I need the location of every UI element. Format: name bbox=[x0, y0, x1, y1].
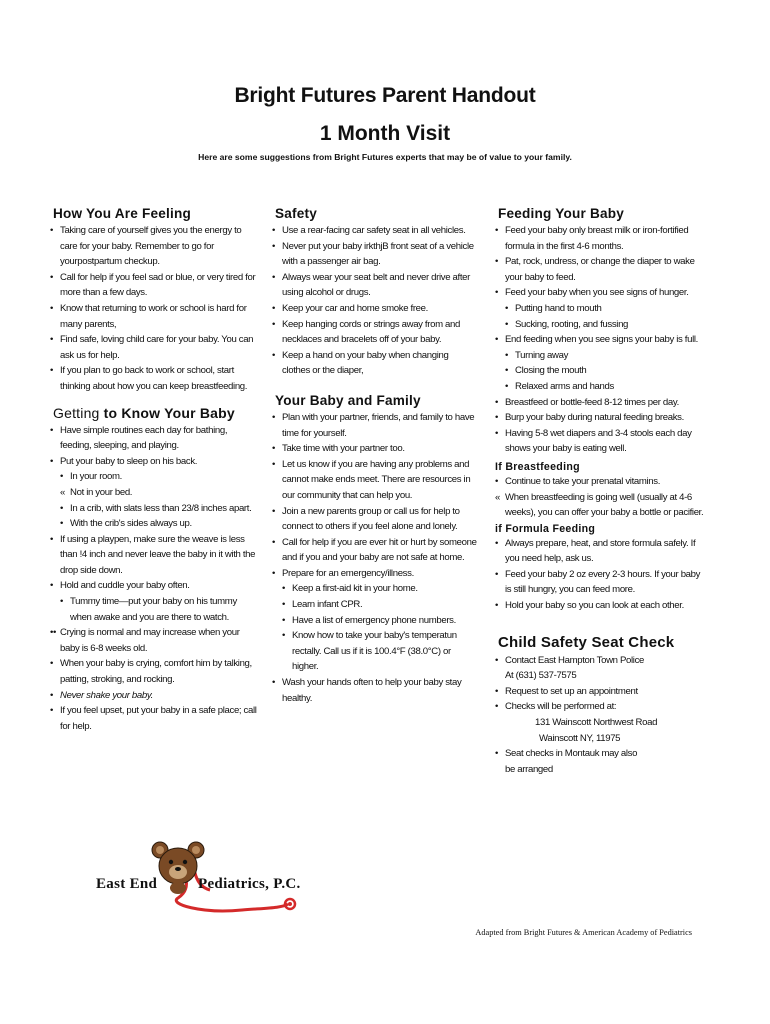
list-item-text: Always wear your seat belt and never drive after using alcohol or drugs. bbox=[282, 271, 470, 299]
bullet: •• bbox=[50, 627, 57, 639]
list-item-text: Let us know if you are having any problems and cannot make ends meet. There are resources in our community that can help you. bbox=[282, 458, 471, 501]
list-item bbox=[495, 567, 705, 598]
list-item bbox=[50, 454, 260, 470]
list-item bbox=[50, 485, 260, 501]
know-baby-heading-b: to Know Your Baby bbox=[103, 404, 235, 421]
bullet: • bbox=[505, 380, 509, 392]
list-item-text: Put your baby to sleep on his back. bbox=[60, 455, 198, 467]
list-item-text: Not in your bed. bbox=[70, 486, 133, 498]
bullet: • bbox=[50, 533, 54, 545]
list-item-text: Sucking, rooting, and fussing bbox=[515, 318, 629, 330]
list-item-text: Having 5-8 wet diapers and 3-4 stools each day shows your baby is eating well. bbox=[505, 427, 692, 455]
list-item bbox=[495, 684, 705, 700]
list-item bbox=[50, 332, 260, 363]
list-item bbox=[50, 703, 260, 734]
breastfeeding-list bbox=[495, 474, 705, 521]
list-item-text: Wash your hands often to help your baby stay healthy. bbox=[282, 677, 462, 704]
list-item bbox=[50, 578, 260, 594]
list-item bbox=[495, 731, 705, 747]
bullet: • bbox=[272, 225, 276, 236]
list-item bbox=[495, 426, 705, 457]
bullet: • bbox=[282, 614, 286, 626]
list-item-text: Never shake your baby. bbox=[60, 689, 153, 701]
list-item-text: Join a new parents group or call us for help to connect to others if you feel alone and lonely. bbox=[282, 505, 460, 533]
feeding-list bbox=[495, 223, 705, 457]
list-item bbox=[50, 656, 260, 687]
list-item bbox=[272, 566, 478, 582]
list-item bbox=[50, 423, 260, 454]
list-item bbox=[50, 301, 260, 332]
breastfeeding-heading: If Breastfeeding bbox=[495, 460, 580, 473]
bullet: • bbox=[505, 302, 509, 314]
list-item-text: If using a playpen, make sure the weave is less than !4 inch and never leave the baby in it with the drop side down. bbox=[60, 533, 256, 576]
bullet: • bbox=[50, 225, 54, 236]
bullet: • bbox=[495, 685, 499, 697]
bullet: • bbox=[495, 412, 499, 424]
list-item-text: Pat, rock, undress, or change the diaper to wake your baby to feed. bbox=[505, 256, 695, 283]
list-item bbox=[495, 332, 705, 348]
list-item bbox=[495, 223, 705, 254]
list-item bbox=[50, 532, 260, 579]
list-item-text: Continue to take your prenatal vitamins. bbox=[505, 475, 661, 487]
list-item bbox=[272, 441, 478, 457]
bullet: • bbox=[60, 471, 64, 483]
list-item-text: Call for help if you are ever hit or hurt by someone and if you and your baby are not safe at home. bbox=[282, 536, 477, 564]
list-item bbox=[495, 746, 705, 762]
list-item bbox=[495, 301, 705, 317]
bullet: • bbox=[505, 349, 509, 361]
bullet: • bbox=[50, 705, 54, 717]
bullet: • bbox=[495, 256, 499, 268]
list-item-text: Feed your baby 2 oz every 2-3 hours. If your baby is still hungry, you can feed more. bbox=[505, 568, 701, 596]
list-item bbox=[272, 301, 478, 317]
safety-list bbox=[272, 223, 478, 379]
bullet: • bbox=[495, 748, 499, 760]
list-item bbox=[272, 348, 478, 379]
bullet: • bbox=[50, 365, 54, 377]
list-item bbox=[272, 239, 478, 270]
list-item bbox=[272, 410, 478, 441]
list-item-text: Feed your baby only breast milk or iron-fortified formula in the first 4-6 months. bbox=[505, 225, 689, 252]
list-item-text: Breastfeed or bottle-feed 8-12 times per day. bbox=[505, 396, 679, 408]
list-item-text: Take time with your partner too. bbox=[282, 443, 405, 455]
list-item bbox=[495, 490, 705, 521]
column-middle bbox=[272, 206, 478, 706]
bullet: • bbox=[495, 654, 499, 666]
bullet: • bbox=[505, 365, 509, 377]
bullet: « bbox=[495, 491, 500, 503]
feeling-list bbox=[50, 223, 260, 395]
bullet: • bbox=[495, 475, 499, 487]
intro-text: Here are some suggestions from Bright Futures experts that may be of value to your family. bbox=[198, 152, 572, 162]
list-item-text: Call for help if you feel sad or blue, or very tired for more than a few days. bbox=[60, 271, 256, 299]
bullet: • bbox=[50, 302, 54, 314]
family-heading: Your Baby and Family bbox=[275, 392, 421, 408]
list-item bbox=[495, 285, 705, 301]
bullet: • bbox=[495, 334, 499, 346]
bullet: • bbox=[272, 677, 276, 689]
list-item bbox=[495, 715, 705, 731]
list-item-text: Tummy time—put your baby on his tummy when awake and you are there to watch. bbox=[70, 596, 237, 623]
list-item bbox=[495, 668, 705, 684]
list-item bbox=[272, 457, 478, 504]
list-item-text: Hold your baby so you can look at each other. bbox=[505, 600, 684, 612]
logo-text-left: East End bbox=[96, 876, 158, 892]
list-item-text: Keep a first-aid kit in your home. bbox=[292, 583, 418, 595]
bullet: • bbox=[50, 689, 54, 701]
list-item-text: Always prepare, heat, and store formula safely. If you need help, ask us. bbox=[505, 537, 696, 565]
list-item-text: Request to set up an appointment bbox=[505, 685, 638, 697]
bullet: • bbox=[272, 318, 276, 330]
list-item-text: Keep a hand on your baby when changing clothes or the diaper, bbox=[282, 349, 449, 377]
list-item-text: Putting hand to mouth bbox=[515, 302, 602, 314]
list-item-text: Feed your baby when you see signs of hunger. bbox=[505, 287, 689, 299]
list-item bbox=[50, 223, 260, 270]
list-item-text: Keep your car and home smoke free. bbox=[282, 302, 428, 314]
list-item bbox=[495, 699, 705, 715]
list-item bbox=[272, 628, 478, 675]
list-item-text: Learn infant CPR. bbox=[292, 599, 363, 611]
bullet: • bbox=[495, 427, 499, 439]
list-item-text: 131 Wainscott Northwest Road bbox=[535, 717, 658, 729]
bullet: • bbox=[495, 537, 499, 549]
list-item-text: If you feel upset, put your baby in a safe place; call for help. bbox=[60, 705, 257, 732]
list-item-text: Plan with your partner, friends, and family to have time for yourself. bbox=[282, 411, 475, 439]
list-item bbox=[272, 675, 478, 706]
list-item-text: Burp your baby during natural feeding breaks. bbox=[505, 412, 684, 424]
bullet: • bbox=[272, 536, 276, 548]
list-item-text: Wainscott NY, 11975 bbox=[539, 732, 621, 744]
list-item-text: Have a list of emergency phone numbers. bbox=[292, 614, 456, 626]
bullet: • bbox=[495, 287, 499, 299]
seat-check-heading: Child Safety Seat Check bbox=[498, 633, 675, 651]
list-item bbox=[495, 395, 705, 411]
list-item bbox=[272, 504, 478, 535]
footer-credit: Adapted from Bright Futures & American Academy of Pediatrics bbox=[475, 928, 692, 937]
list-item bbox=[50, 688, 260, 704]
list-item-text: Seat checks in Montauk may also bbox=[505, 748, 638, 760]
bullet: • bbox=[495, 701, 499, 713]
list-item bbox=[495, 317, 705, 333]
list-item-text: Keep hanging cords or strings away from and necklaces and bracelets off of your baby. bbox=[282, 318, 460, 346]
list-item-text: Know how to take your baby's temperatun rectally. Call us if it is 100.4°F (38.0°C) or higher. bbox=[292, 630, 457, 673]
list-item-text: Use a rear-facing car safety seat in all vehicles. bbox=[282, 225, 466, 236]
list-item bbox=[495, 379, 705, 395]
list-item bbox=[495, 653, 705, 669]
bullet: • bbox=[272, 349, 276, 361]
list-item-text: Prepare for an emergency/illness. bbox=[282, 567, 414, 579]
list-item bbox=[272, 535, 478, 566]
bullet: • bbox=[50, 271, 54, 283]
list-item bbox=[50, 363, 260, 394]
seat-check-list bbox=[495, 653, 705, 778]
list-item bbox=[495, 474, 705, 490]
bullet: • bbox=[50, 658, 54, 670]
list-item bbox=[272, 613, 478, 629]
bullet: • bbox=[495, 225, 499, 236]
bullet: • bbox=[272, 443, 276, 455]
page-title: Bright Futures Parent Handout bbox=[234, 84, 536, 107]
column-left bbox=[50, 206, 260, 734]
column-right bbox=[495, 206, 705, 777]
list-item bbox=[495, 762, 705, 778]
know-baby-heading bbox=[53, 405, 260, 421]
bullet: • bbox=[272, 271, 276, 283]
bullet: « bbox=[60, 486, 65, 498]
list-item-text: Checks will be performed at: bbox=[505, 701, 617, 713]
bullet: • bbox=[60, 518, 64, 530]
list-item bbox=[272, 581, 478, 597]
list-item-text: Never put your baby irkthjB front seat of a vehicle with a passenger air bag. bbox=[282, 240, 474, 268]
list-item bbox=[495, 536, 705, 567]
list-item-text: Hold and cuddle your baby often. bbox=[60, 580, 190, 592]
bullet: • bbox=[272, 567, 276, 579]
bullet: • bbox=[495, 568, 499, 580]
feeling-heading: How You Are Feeling bbox=[53, 206, 191, 221]
list-item bbox=[50, 594, 260, 625]
bullet: • bbox=[50, 455, 54, 467]
list-item-text: be arranged bbox=[505, 763, 553, 775]
east-end-pediatrics-logo bbox=[92, 838, 302, 918]
list-item-text: Find safe, loving child care for your baby. You can ask us for help. bbox=[60, 334, 254, 361]
list-item-text: Know that returning to work or school is hard for many parents, bbox=[60, 302, 247, 330]
list-item-text: In a crib, with slats less than 23/8 inches apart. bbox=[70, 502, 252, 514]
list-item bbox=[50, 469, 260, 485]
bullet: • bbox=[272, 458, 276, 470]
bullet: • bbox=[282, 599, 286, 611]
bullet: • bbox=[505, 318, 509, 330]
bullet: • bbox=[272, 240, 276, 252]
list-item-text: With the crib's sides always up. bbox=[70, 518, 192, 530]
list-item-text: Relaxed arms and hands bbox=[515, 380, 614, 392]
bullet: • bbox=[60, 502, 64, 514]
know-baby-heading-a: Getting bbox=[53, 404, 100, 421]
list-item bbox=[50, 516, 260, 532]
list-item bbox=[495, 410, 705, 426]
know-baby-list bbox=[50, 423, 260, 735]
bullet: • bbox=[282, 583, 286, 595]
list-item-text: Contact East Hampton Town Police bbox=[505, 654, 645, 666]
bullet: • bbox=[60, 596, 64, 608]
list-item-text: Turning away bbox=[515, 349, 569, 361]
list-item-text: Taking care of yourself gives you the energy to care for your baby. Remember to go for yourpostpartum checkup. bbox=[60, 225, 242, 268]
list-item bbox=[272, 597, 478, 613]
bullet: • bbox=[272, 302, 276, 314]
list-item bbox=[495, 598, 705, 614]
page-subtitle: 1 Month Visit bbox=[319, 122, 451, 145]
feeding-heading: Feeding Your Baby bbox=[498, 206, 625, 221]
list-item bbox=[272, 223, 478, 239]
formula-heading: if Formula Feeding bbox=[495, 522, 596, 535]
list-item bbox=[495, 363, 705, 379]
bullet: • bbox=[282, 630, 286, 642]
list-item-text: Have simple routines each day for bathing, feeding, sleeping, and playing. bbox=[60, 424, 228, 452]
list-item bbox=[50, 270, 260, 301]
list-item bbox=[495, 348, 705, 364]
list-item bbox=[272, 270, 478, 301]
bullet: • bbox=[50, 424, 54, 436]
list-item-text: Crying is normal and may increase when your baby is 6-8 weeks old. bbox=[60, 627, 240, 654]
logo-text-right: Pediatrics, P.C. bbox=[198, 876, 301, 892]
bullet: • bbox=[50, 580, 54, 592]
bullet: • bbox=[50, 334, 54, 346]
safety-heading: Safety bbox=[275, 206, 318, 221]
formula-list bbox=[495, 536, 705, 614]
list-item-text: In your room. bbox=[70, 471, 122, 483]
list-item bbox=[272, 317, 478, 348]
list-item-text: End feeding when you see signs your baby is full. bbox=[505, 334, 698, 346]
list-item bbox=[50, 625, 260, 656]
list-item-text: Closing the mouth bbox=[515, 365, 587, 377]
list-item bbox=[495, 254, 705, 285]
bullet: • bbox=[495, 396, 499, 408]
list-item-text: If you plan to go back to work or school, start thinking about how you can keep breastfeeding. bbox=[60, 365, 248, 392]
list-item bbox=[50, 501, 260, 517]
bullet: • bbox=[272, 411, 276, 423]
family-list bbox=[272, 410, 478, 706]
bullet: • bbox=[272, 505, 276, 517]
list-item-text: When breastfeeding is going well (usually at 4-6 weeks), you can offer your baby a bottle or pacifier. bbox=[505, 491, 704, 519]
list-item-text: At (631) 537-7575 bbox=[505, 670, 577, 682]
list-item-text: When your baby is crying, comfort him by talking, patting, stroking, and rocking. bbox=[60, 658, 252, 686]
bullet: • bbox=[495, 600, 499, 612]
